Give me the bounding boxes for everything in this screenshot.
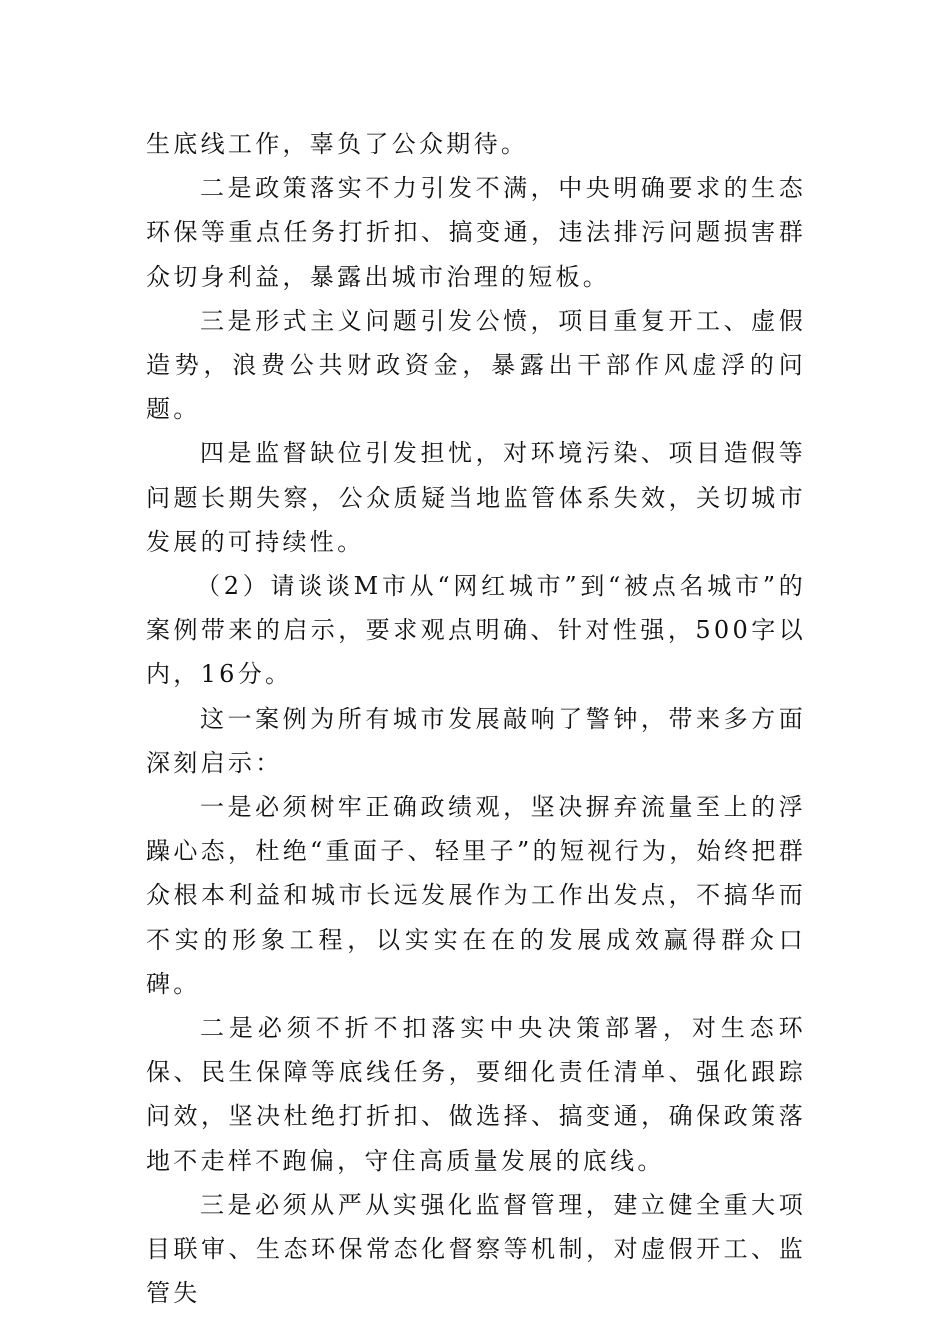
answer-point-1: 一是必须树牢正确政绩观，坚决摒弃流量至上的浮躁心态，杜绝“重面子、轻里子”的短视行为，始终把群众根本利益和城市长远发展作为工作出发点，不搞华而不实的形象工程，以实实在在的发展成效赢得群众口碑。	[146, 793, 806, 998]
answer-intro: 这一案例为所有城市发展敲响了警钟，带来多方面深刻启示：	[146, 704, 806, 777]
paragraph-formalism: 三是形式主义问题引发公愤，项目重复开工、虚假造势，浪费公共财政资金，暴露出干部作风虚浮的问题。	[146, 306, 806, 424]
question-2: （2）请谈谈M市从“网红城市”到“被点名城市”的案例带来的启示，要求观点明确、针对性强，500字以内，16分。	[146, 572, 806, 689]
paragraph-supervision: 四是监督缺位引发担忧，对环境污染、项目造假等问题长期失察，公众质疑当地监管体系失效，关切城市发展的可持续性。	[146, 439, 806, 556]
answer-point-2: 二是必须不折不扣落实中央决策部署，对生态环保、民生保障等底线任务，要细化责任清单、强化跟踪问效，坚决杜绝打折扣、做选择、搞变通，确保政策落地不走样不跑偏，守住高质量发展的底线。	[146, 1014, 806, 1175]
paragraph-policy-implementation: 二是政策落实不力引发不满，中央明确要求的生态环保等重点任务打折扣、搞变通，违法排污问题损害群众切身利益，暴露出城市治理的短板。	[146, 174, 806, 291]
body-text	[146, 122, 806, 1315]
paragraph-continuation: 生底线工作，辜负了公众期待。	[146, 130, 529, 158]
answer-point-3: 三是必须从严从实强化监督管理，建立健全重大项目联审、生态环保常态化督察等机制，对虚假开工、监管失	[146, 1190, 806, 1308]
